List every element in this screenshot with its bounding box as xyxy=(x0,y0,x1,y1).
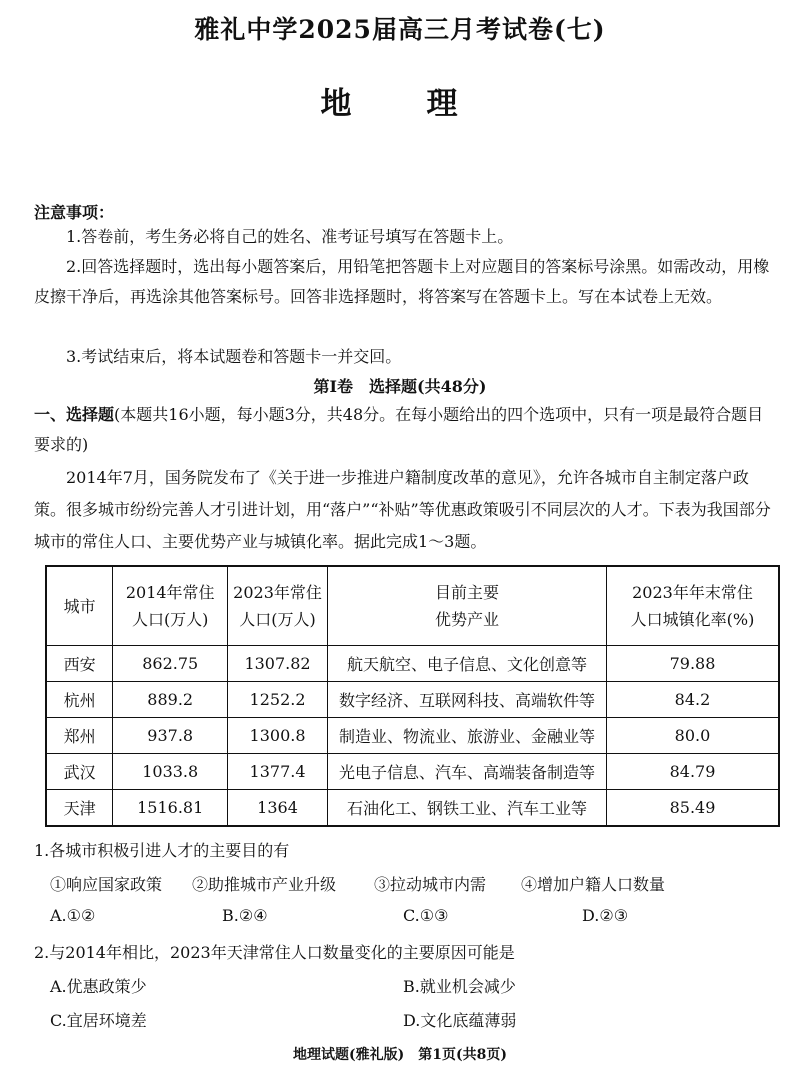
header-label: 目前主要 xyxy=(434,583,499,602)
section-instructions xyxy=(34,400,779,460)
question-2-option-c[interactable]: C.宜居环境差 xyxy=(50,1011,147,1030)
notice-heading: 注意事项： xyxy=(34,203,115,222)
table-row xyxy=(46,754,779,790)
exam-title: 雅礼中学2025届高三月考试卷(七) xyxy=(194,15,606,44)
cell-pop-2014: 1033.8 xyxy=(113,754,228,790)
header-cell-city xyxy=(46,566,113,646)
header-label: 人口(万人) xyxy=(131,610,209,629)
cell-pop-2014: 1516.81 xyxy=(113,790,228,827)
passage: 2014年7月，国务院发布了《关于进一步推进户籍制度改革的意见》，允许各城市自主制定落户政策。很多城市纷纷完善人才引进计划，用“落户”“补贴”等优惠政策吸引不同层次的人才。下表为我国部分城市的常住人口、主要优势产业与城镇化率。据此完成1～3题。 xyxy=(34,468,771,551)
cell-urbanization: 84.79 xyxy=(606,754,779,790)
header-cell-urbanization xyxy=(606,566,779,646)
section-title: 一、选择题 xyxy=(34,405,115,424)
cell-pop-2014: 937.8 xyxy=(113,718,228,754)
table-row xyxy=(46,682,779,718)
cell-pop-2014: 862.75 xyxy=(113,646,228,682)
question-1-statement: ②助推城市产业升级 xyxy=(192,875,337,894)
question-1-option-b[interactable]: B.②④ xyxy=(222,906,268,925)
table-row xyxy=(46,790,779,827)
notice-item-3: 3.考试结束后，将本试题卷和答题卡一并交回。 xyxy=(66,347,402,366)
header-cell-pop-2023 xyxy=(228,566,328,646)
question-1-option-a[interactable]: A.①② xyxy=(50,906,96,925)
cell-city: 武汉 xyxy=(46,754,113,790)
header-cell-industry xyxy=(327,566,606,646)
cell-pop-2023: 1364 xyxy=(228,790,328,827)
cell-city: 天津 xyxy=(46,790,113,827)
question-1-statement: ④增加户籍人口数量 xyxy=(521,875,666,894)
cell-industry: 石油化工、钢铁工业、汽车工业等 xyxy=(327,790,606,827)
cell-industry: 光电子信息、汽车、高端装备制造等 xyxy=(327,754,606,790)
cell-urbanization: 84.2 xyxy=(606,682,779,718)
cell-city: 郑州 xyxy=(46,718,113,754)
header-label: 人口(万人) xyxy=(239,610,316,629)
header-label: 2023年年末常住 xyxy=(632,583,753,602)
cell-industry: 制造业、物流业、旅游业、金融业等 xyxy=(327,718,606,754)
header-label: 城市 xyxy=(63,596,96,616)
page-footer: 地理试题(雅礼版) 第1页(共8页) xyxy=(293,1047,507,1063)
question-1-statement: ③拉动城市内需 xyxy=(374,875,487,894)
cell-urbanization: 85.49 xyxy=(606,790,779,827)
table-header-row xyxy=(46,566,779,646)
section-heading: 第Ⅰ卷 选择题(共48分) xyxy=(313,377,487,396)
question-2-option-d[interactable]: D.文化底蕴薄弱 xyxy=(403,1011,517,1030)
question-1-statement: ①响应国家政策 xyxy=(50,875,163,894)
cell-pop-2023: 1377.4 xyxy=(228,754,328,790)
section-instructions-text: (本题共16小题，每小题3分，共48分。在每小题给出的四个选项中，只有一项是最符合题目要求的) xyxy=(34,405,764,454)
question-1-stem: 1.各城市积极引进人才的主要目的有 xyxy=(34,841,290,860)
question-1-option-d[interactable]: D.②③ xyxy=(582,906,629,925)
header-label: 2014年常住 xyxy=(125,583,215,602)
question-2-stem: 2.与2014年相比，2023年天津常住人口数量变化的主要原因可能是 xyxy=(34,943,515,962)
header-label: 优势产业 xyxy=(434,610,499,629)
cell-pop-2023: 1252.2 xyxy=(228,682,328,718)
question-2-option-b[interactable]: B.就业机会减少 xyxy=(403,977,516,996)
table-row xyxy=(46,646,779,682)
cell-pop-2023: 1300.8 xyxy=(228,718,328,754)
header-label: 2023年常住 xyxy=(233,583,322,602)
cell-industry: 数字经济、互联网科技、高端软件等 xyxy=(327,682,606,718)
cell-city: 杭州 xyxy=(46,682,113,718)
table-row xyxy=(46,718,779,754)
cell-urbanization: 80.0 xyxy=(606,718,779,754)
header-label: 人口城镇化率(%) xyxy=(630,610,755,629)
cell-urbanization: 79.88 xyxy=(606,646,779,682)
cell-pop-2014: 889.2 xyxy=(113,682,228,718)
cell-industry: 航天航空、电子信息、文化创意等 xyxy=(327,646,606,682)
cell-city: 西安 xyxy=(46,646,113,682)
question-1-option-c[interactable]: C.①③ xyxy=(403,906,449,925)
header-cell-pop-2014 xyxy=(113,566,228,646)
cell-pop-2023: 1307.82 xyxy=(228,646,328,682)
city-data-table xyxy=(45,565,780,827)
notice-item-2: 2.回答选择题时，选出每小题答案后，用铅笔把答题卡上对应题目的答案标号涂黑。如需改动，用橡皮擦干净后，再选涂其他答案标号。回答非选择题时，将答案写在答题卡上。写在本试卷上无效。 xyxy=(34,257,770,306)
notice-item-1: 1.答卷前，考生务必将自己的姓名、准考证号填写在答题卡上。 xyxy=(66,227,514,246)
subject-title: 地 理 xyxy=(320,86,480,122)
question-2-option-a[interactable]: A.优惠政策少 xyxy=(50,977,147,996)
